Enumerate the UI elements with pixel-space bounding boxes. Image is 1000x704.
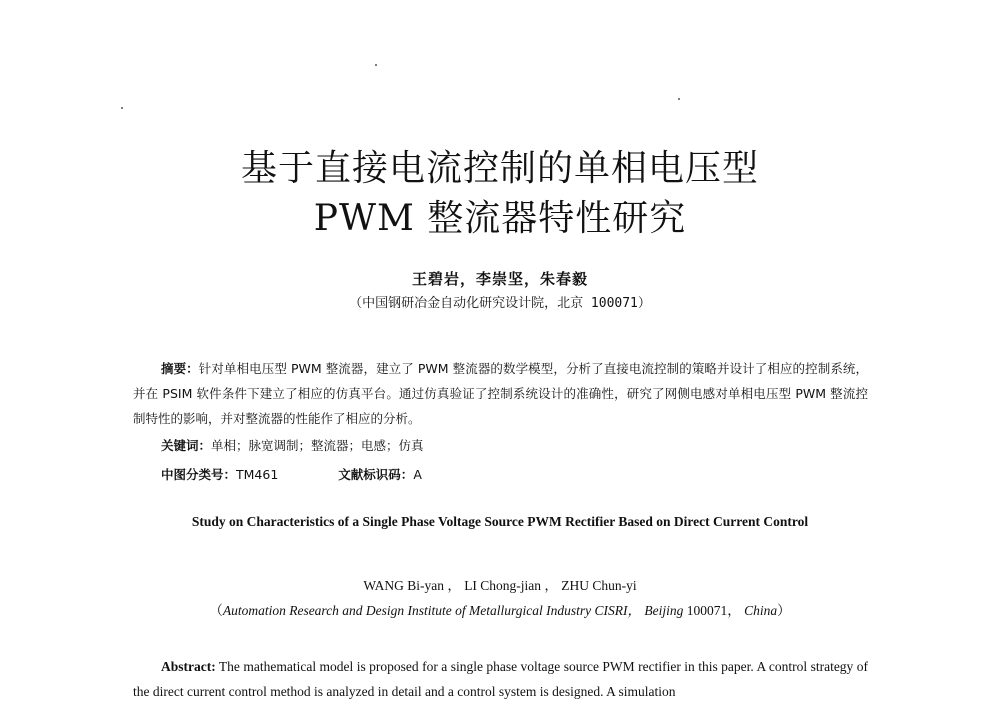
affiliation-cn: （中国钢研冶金自动化研究设计院，北京 100071） xyxy=(349,296,651,311)
title-en: Study on Characteristics of a Single Phase Voltage Source PWM Rectifier Based on Direct Current Control xyxy=(191,514,809,529)
abstract-en-label: Abstract: xyxy=(161,659,216,674)
affiliation-en-country: China xyxy=(744,603,778,618)
doc-code-value: A xyxy=(413,467,422,482)
title-cn-line2: PWM 整流器特性研究 xyxy=(313,198,687,239)
authors-en: WANG Bi-yan ， LI Chong-jian ， ZHU Chun-yi xyxy=(363,578,637,593)
abstract-en-text: The mathematical model is proposed for a single phase voltage source PWM rectifier in this paper. A control strategy of the direct current control method is analyzed in detail and a control system is designed. A simulation xyxy=(133,659,868,699)
keywords xyxy=(161,436,424,454)
affiliation-en-close: ） xyxy=(777,603,791,618)
authors-cn: 王碧岩，李崇坚，朱春毅 xyxy=(411,270,588,288)
keywords-label: 关键词： xyxy=(161,438,212,453)
keywords-text: 单相；脉宽调制；整流器；电感；仿真 xyxy=(211,438,424,453)
abstract-en xyxy=(133,654,868,704)
title-cn-line1: 基于直接电流控制的单相电压型 xyxy=(240,148,759,189)
affiliation-en-open: （ xyxy=(209,603,223,618)
affiliation-en-zip: 100071， xyxy=(683,603,741,618)
abstract-cn-label: 摘要： xyxy=(161,361,199,376)
scan-speck xyxy=(678,98,680,100)
abstract-cn xyxy=(133,356,868,431)
affiliation-en xyxy=(0,599,1000,619)
classification xyxy=(161,465,422,483)
scan-speck xyxy=(121,107,123,109)
affiliation-en-institute: Automation Research and Design Institute of Metallurgical Industry CISRI， xyxy=(222,603,642,618)
affiliation-en-city: Beijing xyxy=(644,603,684,618)
clc-label: 中图分类号： xyxy=(161,467,237,482)
clc-value: TM461 xyxy=(236,467,279,482)
doc-code-label: 文献标识码： xyxy=(338,467,414,482)
scan-speck xyxy=(375,64,377,66)
abstract-cn-text: 针对单相电压型 PWM 整流器，建立了 PWM 整流器的数学模型，分析了直接电流控制的策略并设计了相应的控制系统，并在 PSIM 软件条件下建立了相应的仿真平台。通过仿真验证了控制系统设计的准确性，研究了网侧电感对单相电压型 PWM 整流控制特性的影响，并对整流器的性能作了相应的分析。 xyxy=(133,361,868,426)
